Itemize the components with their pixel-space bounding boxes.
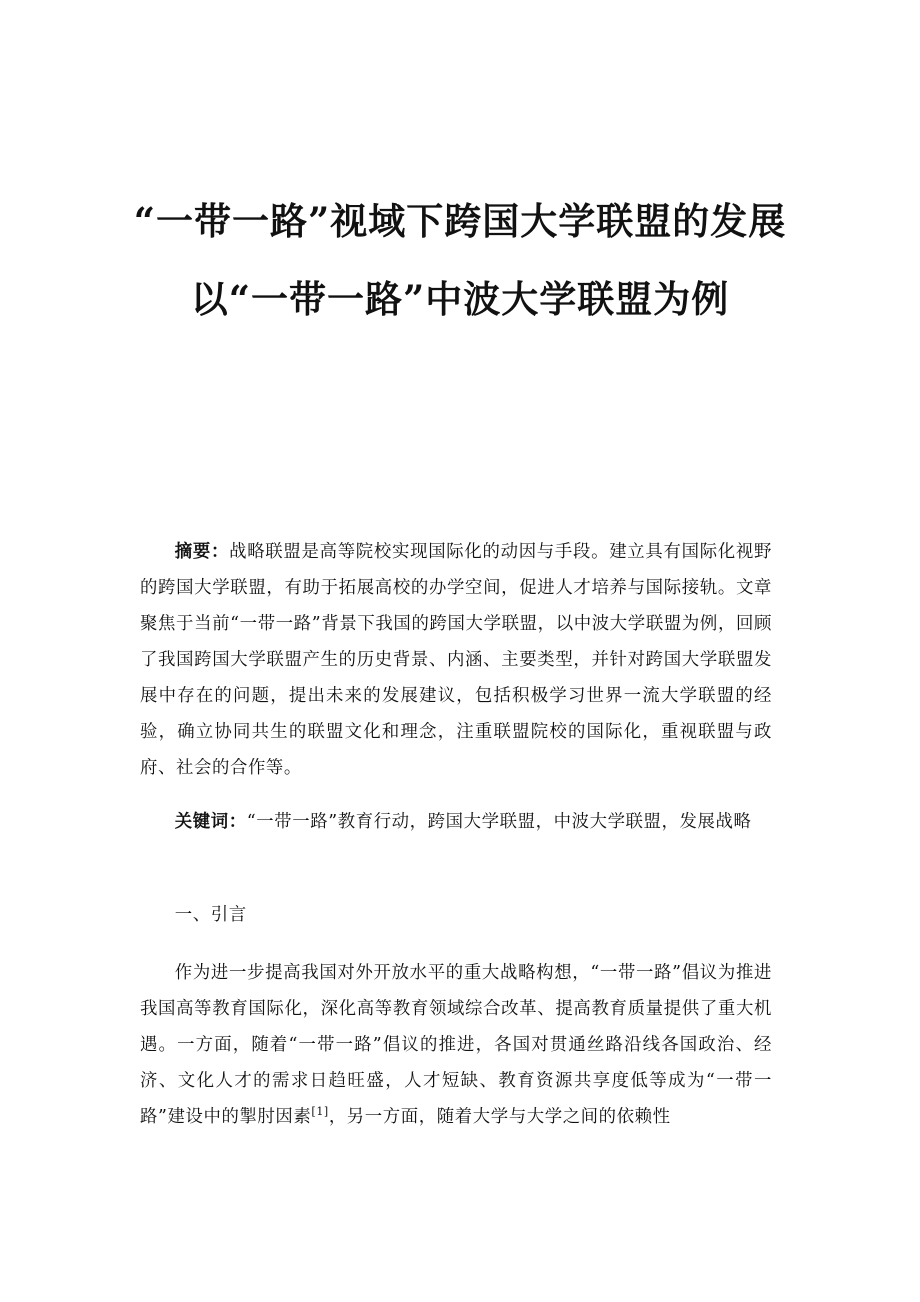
intro-text-continued: ，另一方面，随着大学与大学之间的依赖性 [328,1107,671,1127]
keywords-text: “一带一路”教育行动，跨国大学联盟，中波大学联盟，发展战略 [246,812,752,832]
abstract-paragraph [140,534,772,786]
intro-paragraph [140,955,772,1135]
paper-title: “一带一路”视域下跨国大学联盟的发展 [133,199,787,243]
keywords-section [140,804,772,840]
intro-section [140,955,772,1135]
title-block [100,186,820,334]
abstract-section [140,534,772,786]
keywords-paragraph [140,804,772,840]
section-heading: 一、引言 [174,905,247,925]
abstract-label: 摘要： [174,542,230,562]
citation-reference[interactable]: [1] [311,1105,329,1118]
abstract-text: 战略联盟是高等院校实现国际化的动因与手段。建立具有国际化视野的跨国大学联盟，有助于拓展高校的办学空间，促进人才培养与国际接轨。文章聚焦于当前“一带一路”背景下我国的跨国大学联盟，以中波大学联盟为例，回顾了我国跨国大学联盟产生的历史背景、内涵、主要类型，并针对跨国大学联盟发展中存在的问题，提出未来的发展建议，包括积极学习世界一流大学联盟的经验，确立协同共生的联盟文化和理念，注重联盟院校的国际化，重视联盟与政府、社会的合作等。 [140,542,772,778]
keywords-label: 关键词： [174,812,247,832]
intro-text: 作为进一步提高我国对外开放水平的重大战略构想，“一带一路”倡议为推进我国高等教育国际化，深化高等教育领域综合改革、提高教育质量提供了重大机遇。一方面，随着“一带一路”倡议的推进，各国对贯通丝路沿线各国政治、经济、文化人才的需求日趋旺盛，人才短缺、教育资源共享度低等成为“一带一路”建设中的掣肘因素 [140,963,772,1127]
section-heading-block [140,897,772,933]
paper-subtitle: 以“一带一路”中波大学联盟为例 [190,277,730,321]
